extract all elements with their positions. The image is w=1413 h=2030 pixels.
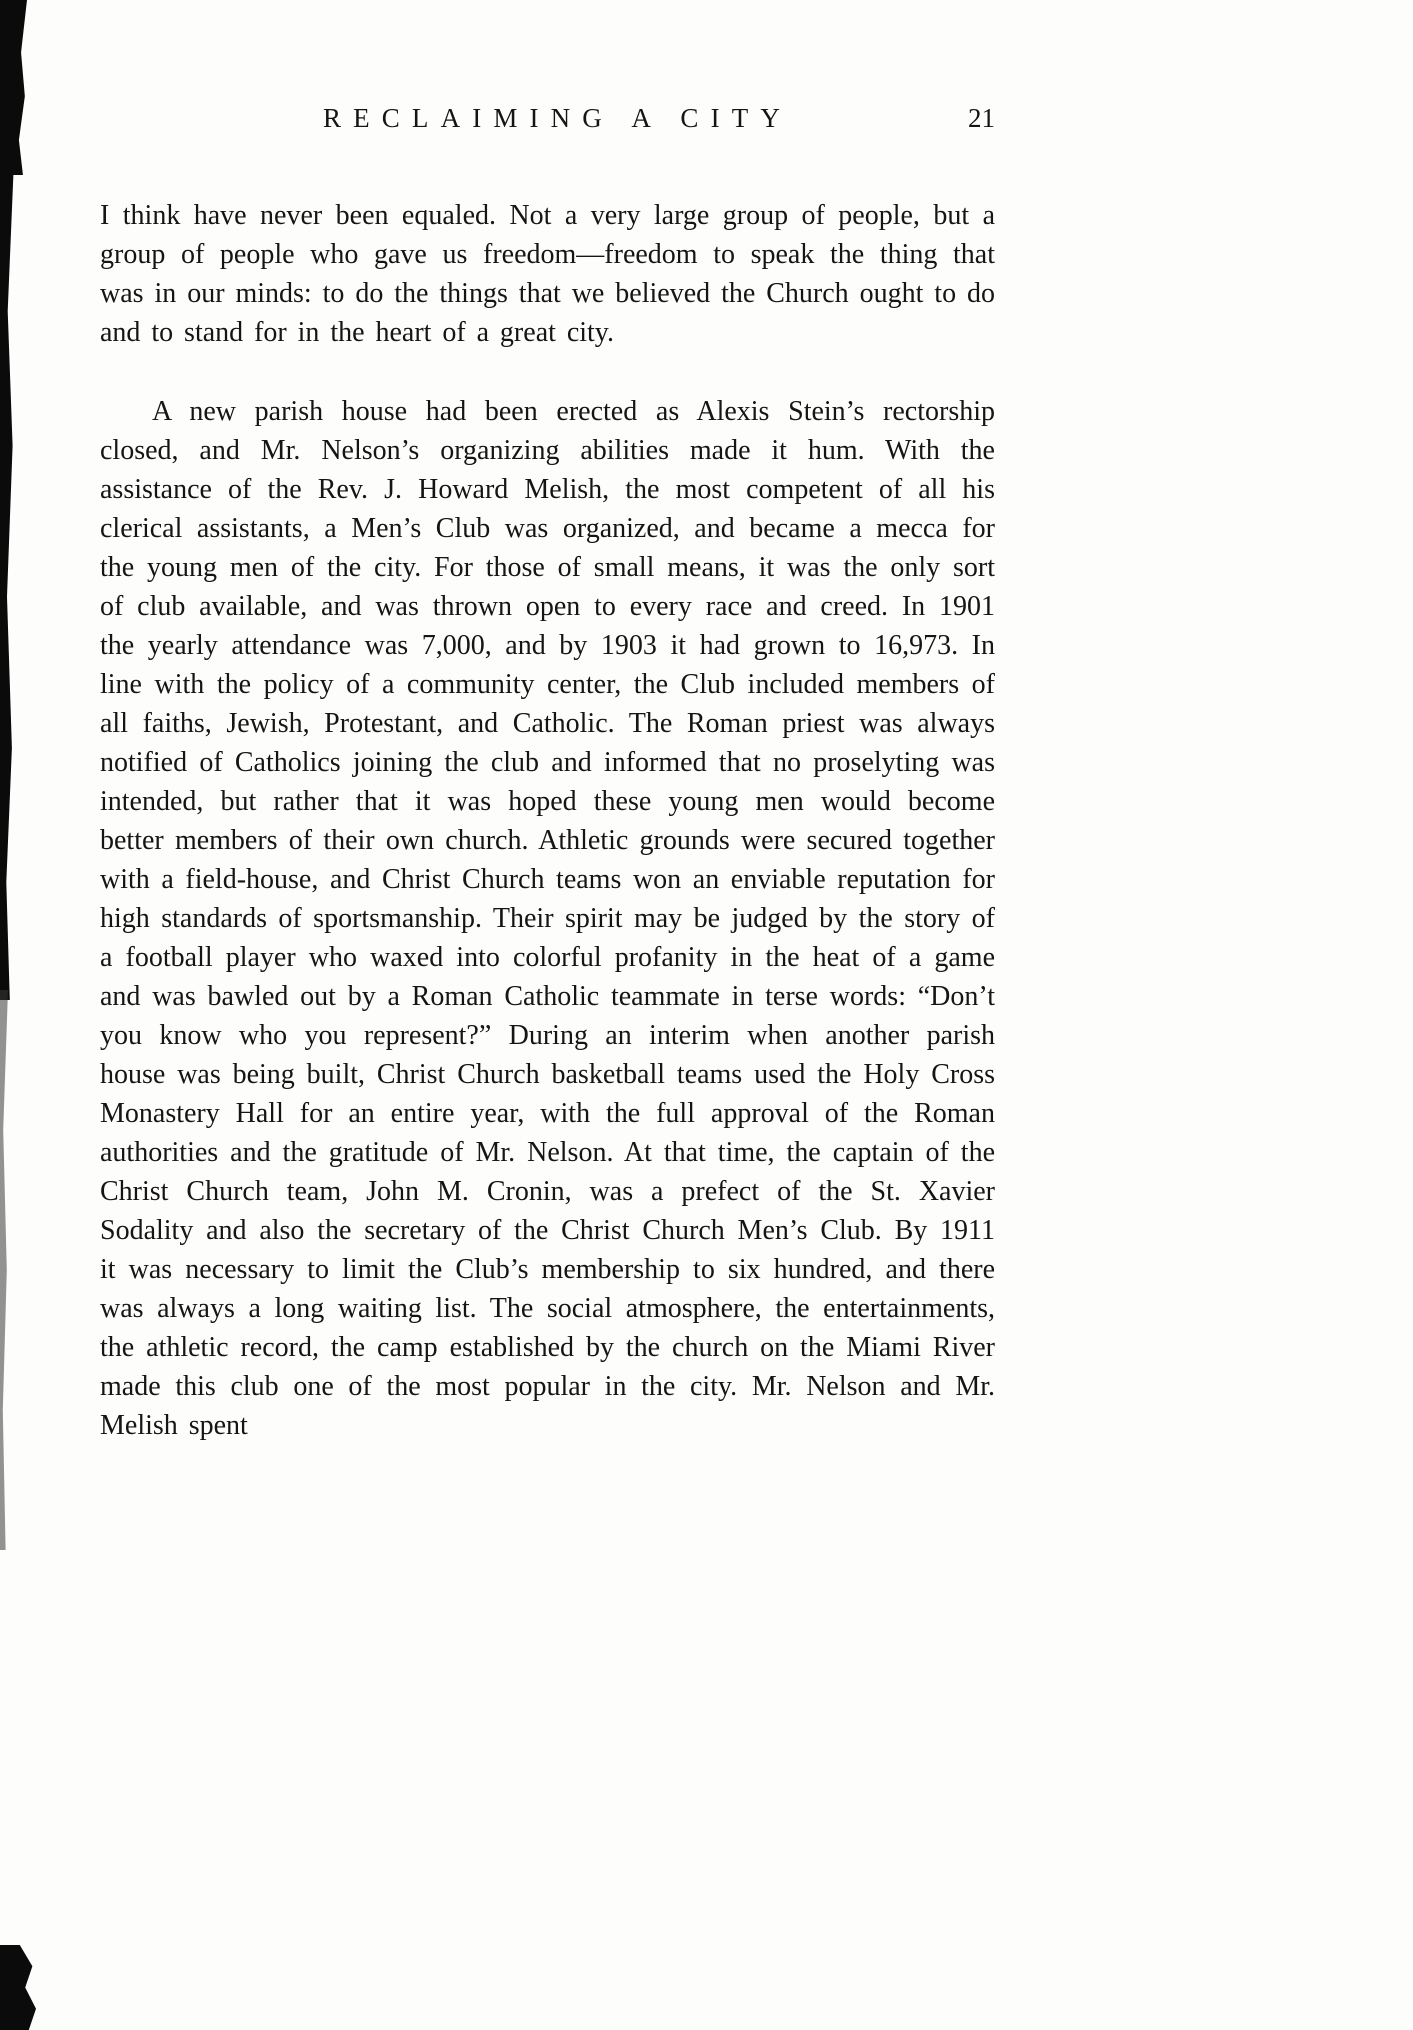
scan-artifact-left-strip-faint [0,990,8,1550]
scan-artifact-left-strip [0,160,14,1000]
scan-artifact-top-left [0,0,27,175]
body-text [100,196,995,1445]
running-title: RECLAIMING A CITY [322,103,793,133]
scan-artifact-bottom-left [0,1945,36,2030]
page-number: 21 [968,103,995,133]
page-header [100,103,995,134]
paragraph-continuation: I think have never been equaled. Not a very large group of people, but a group of people who gave us freedom—freedom to speak the thing that was in our minds: to do the things that we believed the Church ought to do and to stand for in the heart of a great city. [100,200,995,348]
paragraph-parish-house: A new parish house had been erected as Alexis Stein’s rectorship closed, and Mr. Nelson’s organizing abilities made it hum. With the assistance of the Rev. J. Howard Melish, the most competent of all his clerical assistants, a Men’s Club was organized, and became a mecca for the young men of the city. For those of small means, it was the only sort of club available, and was thrown open to every race and creed. In 1901 the yearly attendance was 7,000, and by 1903 it had grown to 16,973. In line with the policy of a community center, the Club included members of all faiths, Jewish, Protestant, and Catholic. The Roman priest was always notified of Catholics joining the club and informed that no proselyting was intended, but rather that it was hoped these young men would become better members of their own church. Athletic grounds were secured together with a field-house, and Christ Church teams won an enviable reputation for high standards of sportsmanship. Their spirit may be judged by the story of a football player who waxed into colorful profanity in the heat of a game and was bawled out by a Roman Catholic teammate in terse words: “Don’t you know who you represent?” During an interim when another parish house was being built, Christ Church basketball teams used the Holy Cross Monastery Hall for an entire year, with the full approval of the Roman authorities and the gratitude of Mr. Nelson. At that time, the captain of the Christ Church team, John M. Cronin, was a prefect of the St. Xavier Sodality and also the secretary of the Christ Church Men’s Club. By 1911 it was necessary to limit the Club’s membership to six hundred, and there was always a long waiting list. The social atmosphere, the entertainments, the athletic record, the camp established by the church on the Miami River made this club one of the most popular in the city. Mr. Nelson and Mr. Melish spent [100,396,995,1441]
